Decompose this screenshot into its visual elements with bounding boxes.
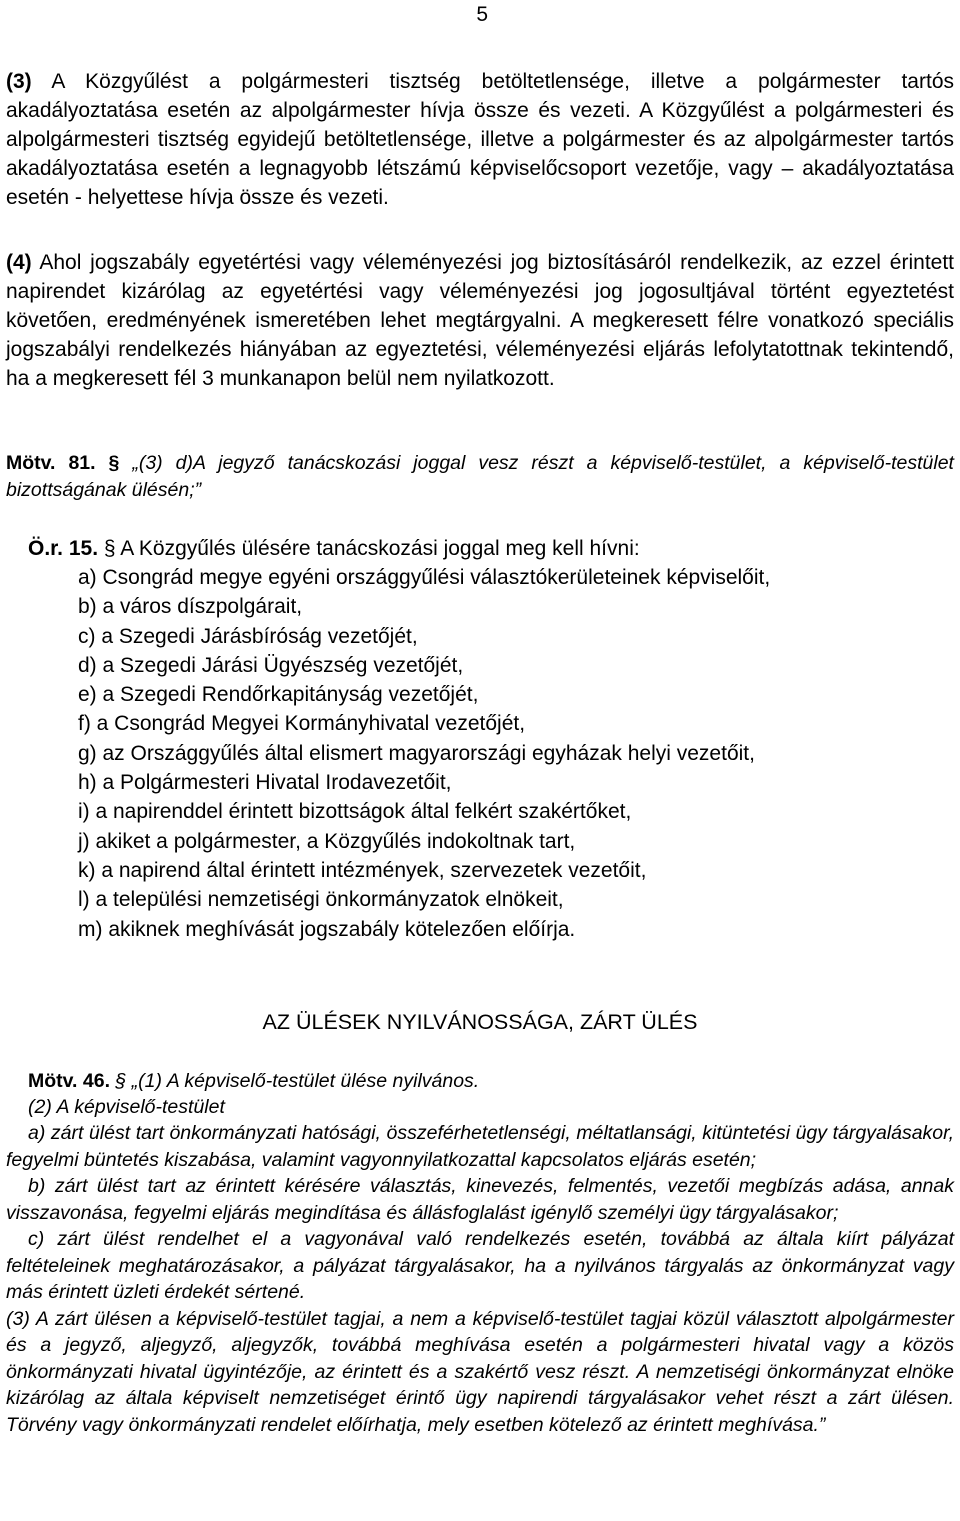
law-reference: Mötv. 81. § (6, 452, 120, 474)
list-item: d) a Szegedi Járási Ügyészség vezetőjét, (78, 653, 464, 677)
page-number: 5 (476, 3, 488, 26)
mötv-46-points (6, 1120, 954, 1438)
list-item: m) akiknek meghívását jogszabály kötelezően előírja. (78, 917, 576, 941)
mötv-46-ref (28, 1068, 479, 1094)
mötv-81-quote (6, 450, 954, 503)
intro-text: § A Közgyűlés ülésére tanácskozási joggal meg kell hívni: (98, 537, 640, 560)
paragraph-3 (6, 67, 954, 212)
list-item: j) akiket a polgármester, a Közgyűlés indokoltnak tart, (78, 829, 576, 853)
ör-15-intro (28, 534, 640, 563)
paragraph-4 (6, 248, 954, 393)
paragraph-text: Ahol jogszabály egyetértési vagy véleményezési jog biztosításáról rendelkezik, az ezzel érintett napirendet kizárólag az egyetértési vagy véleményezési jog jogosultjával történt egyeztetést követően, eredményének ismeretében lehet megtárgyalni. A megkeresett félre vonatkozó speciális jogszabályi rendelkezés hiányában az egyeztetési, véleményezési eljárás lefolytatottnak tekintendő, ha a megkeresett fél 3 munkanapon belül nem nyilatkozott. (6, 251, 954, 390)
quote-text: „(3) d)A jegyző tanácskozási joggal vesz részt a képviselő-testület, a képviselő-testület bizottságának ülésén;” (6, 452, 954, 501)
invitee-list (78, 563, 948, 944)
law-reference: Mötv. 46. (28, 1070, 110, 1092)
section-heading: AZ ÜLÉSEK NYILVÁNOSSÁGA, ZÁRT ÜLÉS (262, 1010, 698, 1034)
list-item: c) a Szegedi Járásbíróság vezetőjét, (78, 624, 418, 648)
paragraph-text: A Közgyűlést a polgármesteri tisztség betöltetlensége, illetve a polgármester tartós akadályoztatása esetén az alpolgármester hívja össze és vezeti. A Közgyűlést a polgármesteri és alpolgármesteri tisztség egyidejű betöltetlensége, illetve a polgármester és az alpolgármester tartós akadályoztatása esetén a legnagyobb létszámú képviselőcsoport vezetője, vagy – akadályoztatása esetén - helyettese hívja össze és vezeti. (6, 70, 954, 209)
list-item: a) Csongrád megye egyéni országgyűlési választókerületeinek képviselőit, (78, 566, 771, 589)
paragraph-label: (4) (6, 251, 32, 274)
point-a: a) zárt ülést tart önkormányzati hatósági, összeférhetetlenségi, méltatlansági, kitüntetési ügy tárgyalásakor, fegyelmi büntetés kiszabása, valamint vagyonnyilatkozattal kapcsolatos eljárás esetén; (6, 1122, 954, 1171)
subsection-3: (3) A zárt ülésen a képviselő-testület tagjai, a nem a képviselő-testület tagjai közül választott alpolgármester és a jegyző, aljegyző, aljegyzők, továbbá meghívása esetén a polgármesteri hivatal vagy a közös önkormányzati hivatal ügyintézője, az érintett és a szakértő vesz részt. A nemzetiségi önkormányzat elnöke kizárólag az általa képviselt nemzetiséget érintő ügy napirendi tárgyalásakor vehet részt a zárt ülésen. Törvény vagy önkormányzati rendelet előírhatja, mely esetben kötelező az érintett meghívása.” (6, 1307, 954, 1436)
point-b: b) zárt ülést tart az érintett kérésére választás, kinevezés, felmentés, vezetői megbízás adása, annak visszavonása, fegyelmi eljárás megindítása és állásfoglalást igénylő személyi ügy tárgyalásakor; (6, 1175, 954, 1224)
mötv-46-subsection-2: (2) A képviselő-testület (28, 1096, 225, 1118)
list-item: l) a települési nemzetiségi önkormányzatok elnökeit, (78, 888, 564, 912)
quote-line: § „(1) A képviselő-testület ülése nyilvános. (110, 1070, 480, 1092)
point-c: c) zárt ülést rendelhet el a vagyonával való rendelkezés esetén, továbbá az általa kiírt pályázat feltételeinek meghatározásakor, a pályázat tárgyalásakor, ha a nyilvános tárgyalás az önkormányzat vagy más érintett üzleti érdekét sértené. (6, 1228, 954, 1303)
list-item: k) a napirend által érintett intézmények, szervezetek vezetőit, (78, 858, 647, 882)
list-item: i) a napirenddel érintett bizottságok által felkért szakértőket, (78, 800, 632, 824)
list-item: h) a Polgármesteri Hivatal Irodavezetőit, (78, 771, 452, 795)
list-item: b) a város díszpolgárait, (78, 595, 303, 619)
list-item: g) az Országgyűlés által elismert magyarországi egyházak helyi vezetőit, (78, 741, 755, 765)
paragraph-label: (3) (6, 70, 32, 93)
list-item: f) a Csongrád Megyei Kormányhivatal vezetőjét, (78, 712, 526, 736)
list-item: e) a Szegedi Rendőrkapitányság vezetőjét, (78, 683, 479, 707)
law-reference: Ö.r. 15. (28, 537, 99, 560)
